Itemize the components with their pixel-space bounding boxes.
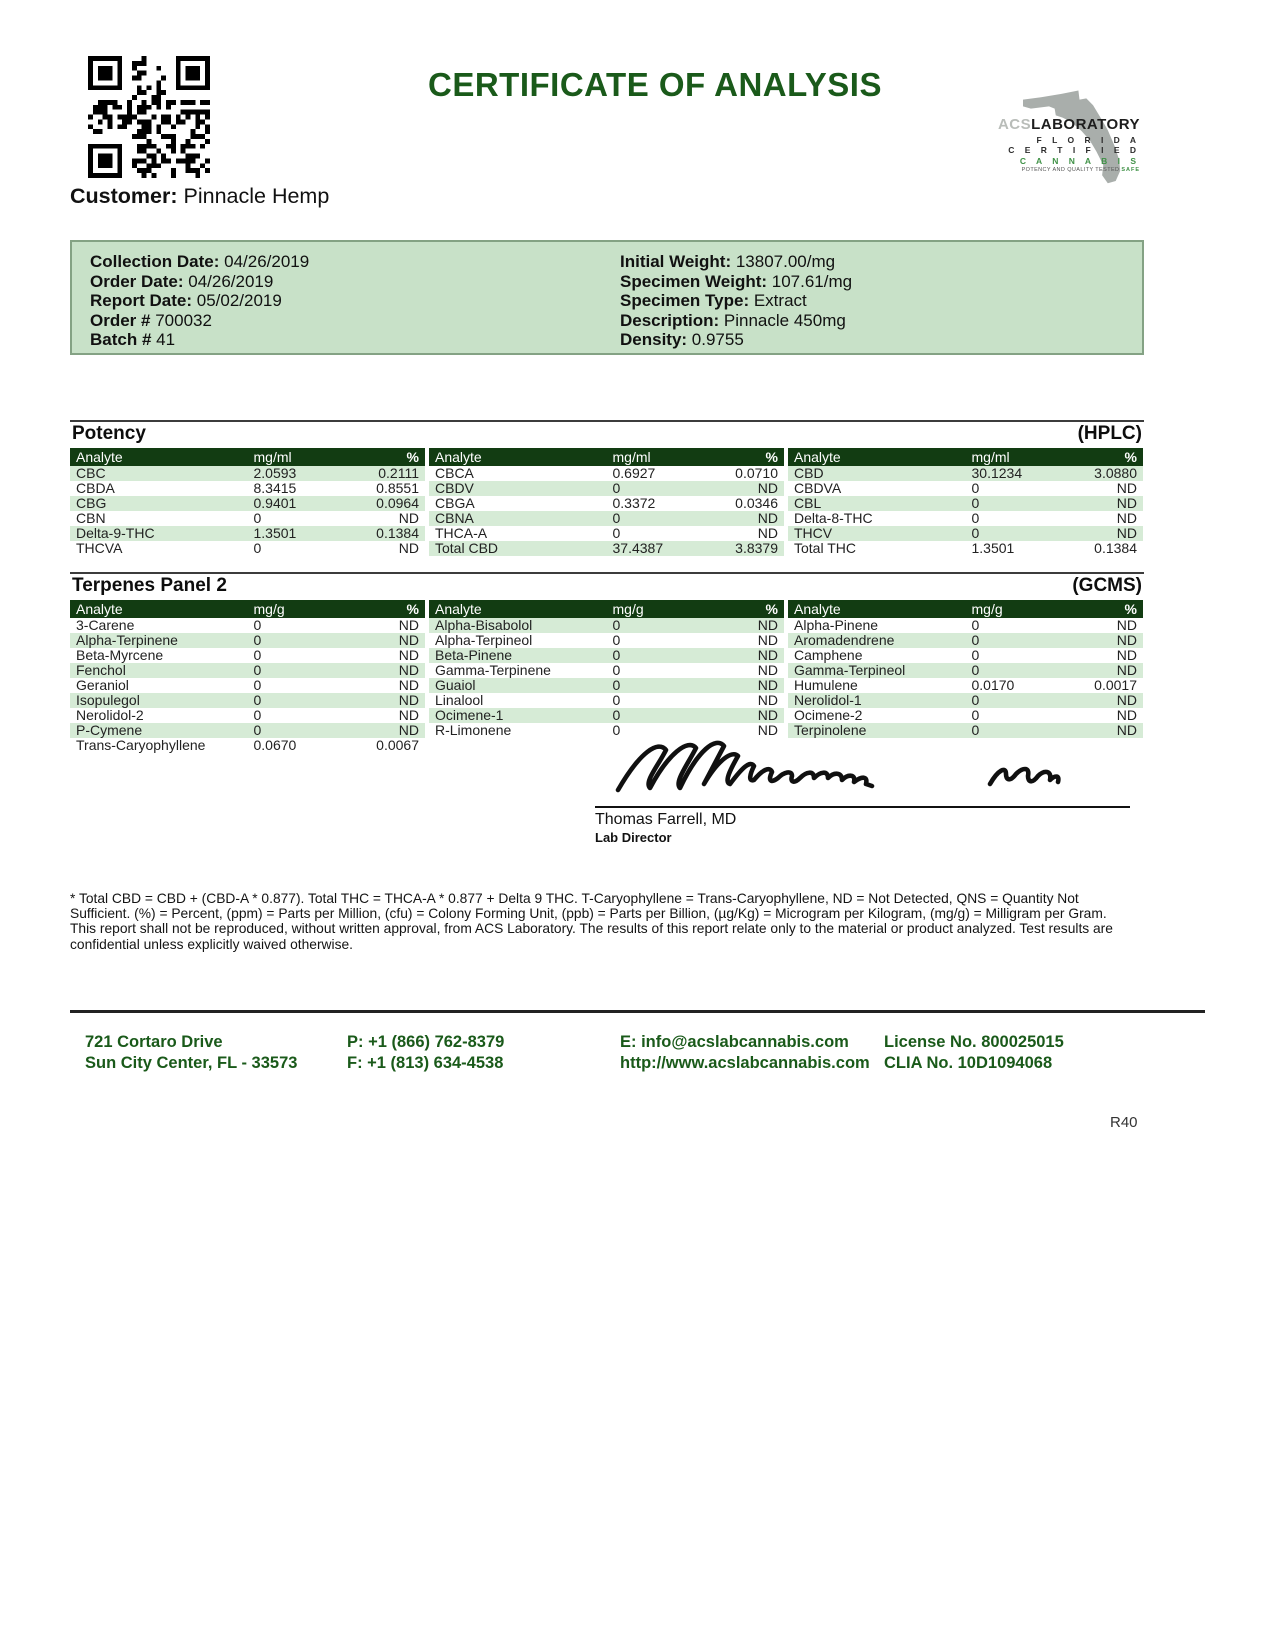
analyte-cell: Trans-Caryophyllene	[76, 738, 206, 753]
table-row	[788, 496, 1143, 511]
table-row	[788, 541, 1143, 556]
percent-cell: ND	[398, 618, 419, 633]
analyte-cell: Humulene	[794, 678, 858, 693]
percent-cell: ND	[398, 511, 419, 526]
table-row	[429, 663, 784, 678]
amount-cell: 0	[612, 511, 621, 526]
percent-cell: 0.0710	[735, 466, 778, 481]
table-row	[70, 663, 425, 678]
info-line: Report Date: 05/02/2019	[90, 291, 282, 311]
table-row	[70, 541, 425, 556]
amount-cell: 0	[612, 723, 621, 738]
analyte-cell: CBG	[76, 496, 107, 511]
table-row	[788, 526, 1143, 541]
footer-line: CLIA No. 10D1094068	[884, 1054, 1053, 1072]
amount-cell: 0	[612, 618, 621, 633]
amount-cell: 0	[612, 678, 621, 693]
amount-cell: 0	[971, 481, 980, 496]
footer-line: Sun City Center, FL - 33573	[85, 1054, 298, 1072]
analyte-cell: CBL	[794, 496, 822, 511]
table-row	[429, 466, 784, 481]
table-row	[788, 663, 1143, 678]
analyte-cell: Linalool	[435, 693, 484, 708]
column-header: mg/ml	[248, 448, 347, 466]
column-header: mg/g	[966, 600, 1065, 618]
info-line: Specimen Type: Extract	[620, 291, 807, 311]
table-row	[788, 618, 1143, 633]
sample-info-box	[70, 240, 1144, 355]
percent-cell: ND	[398, 678, 419, 693]
analyte-table	[788, 600, 1143, 738]
footer-line: http://www.acslabcannabis.com	[620, 1054, 870, 1072]
column-header: Analyte	[788, 448, 966, 466]
percent-cell: ND	[757, 511, 778, 526]
amount-cell: 30.1234	[971, 466, 1023, 481]
table-header-row	[70, 600, 425, 618]
analyte-cell: Alpha-Pinene	[794, 618, 879, 633]
info-line: Initial Weight: 13807.00/mg	[620, 252, 836, 271]
footer-line: License No. 800025015	[884, 1033, 1064, 1051]
column-header: mg/g	[248, 600, 347, 618]
amount-cell: 0	[971, 633, 980, 648]
percent-cell: 0.0964	[376, 496, 419, 511]
analyte-cell: Total CBD	[435, 541, 499, 556]
analyte-table	[70, 600, 425, 753]
amount-cell: 0	[253, 618, 262, 633]
table-row	[788, 693, 1143, 708]
column-header: Analyte	[788, 600, 966, 618]
logo-florida-line: F L O R I D A	[1036, 134, 1140, 145]
percent-cell: 0.1384	[376, 526, 419, 541]
analyte-cell: Beta-Pinene	[435, 648, 513, 663]
table-header-row	[70, 448, 425, 466]
signatory-role: Lab Director	[595, 830, 672, 845]
analyte-cell: CBGA	[435, 496, 475, 511]
analyte-cell: CBDVA	[794, 481, 842, 496]
amount-cell: 0	[971, 526, 980, 541]
analyte-cell: Geraniol	[76, 678, 129, 693]
percent-cell: 3.8379	[735, 541, 778, 556]
percent-cell: ND	[1116, 496, 1137, 511]
percent-cell: ND	[398, 633, 419, 648]
table-row	[788, 648, 1143, 663]
amount-cell: 0	[971, 648, 980, 663]
customer-name: Pinnacle Hemp	[183, 184, 330, 208]
analyte-cell: Delta-9-THC	[76, 526, 155, 541]
table-row	[429, 541, 784, 556]
table-row	[70, 496, 425, 511]
column-header: mg/ml	[966, 448, 1065, 466]
amount-cell: 0	[253, 541, 262, 556]
amount-cell: 37.4387	[612, 541, 664, 556]
percent-cell: ND	[757, 481, 778, 496]
percent-cell: ND	[757, 723, 778, 738]
footer-line: E: info@acslabcannabis.com	[620, 1033, 849, 1051]
table-row	[788, 481, 1143, 496]
percent-cell: ND	[398, 693, 419, 708]
amount-cell: 0	[971, 511, 980, 526]
percent-cell: 0.8551	[376, 481, 419, 496]
table-row	[70, 633, 425, 648]
amount-cell: 0	[253, 678, 262, 693]
analyte-cell: Guaiol	[435, 678, 476, 693]
amount-cell: 1.3501	[971, 541, 1015, 556]
logo-text	[998, 116, 1140, 174]
page-reference: R40	[1110, 1114, 1138, 1131]
table-row	[70, 723, 425, 738]
analyte-cell: CBDV	[435, 481, 474, 496]
analyte-cell: CBDA	[76, 481, 115, 496]
percent-cell: ND	[757, 663, 778, 678]
column-header: Analyte	[429, 600, 607, 618]
amount-cell: 0	[971, 663, 980, 678]
table-row	[70, 648, 425, 663]
amount-cell: 0	[971, 618, 980, 633]
table-row	[429, 633, 784, 648]
amount-cell: 0.0170	[971, 678, 1015, 693]
analyte-cell: Nerolidol-1	[794, 693, 862, 708]
footnote-disclaimer: This report shall not be reproduced, without written approval, from ACS Laboratory. The results of this report relate only to the material or product analyzed. Test results are confidential unless explicitly waived otherwise.	[70, 921, 1113, 952]
info-line: Collection Date: 04/26/2019	[90, 252, 310, 271]
column-header: Analyte	[70, 600, 248, 618]
amount-cell: 1.3501	[253, 526, 297, 541]
percent-cell: ND	[757, 618, 778, 633]
amount-cell: 0.3372	[612, 496, 656, 511]
column-header: Analyte	[429, 448, 607, 466]
analyte-cell: R-Limonene	[435, 723, 512, 738]
table-row	[70, 466, 425, 481]
terpenes-section-header	[70, 572, 1144, 597]
percent-cell: ND	[1116, 618, 1137, 633]
analyte-table	[429, 600, 784, 738]
percent-cell: ND	[1116, 633, 1137, 648]
percent-cell: ND	[757, 708, 778, 723]
table-row	[70, 511, 425, 526]
amount-cell: 0	[612, 693, 621, 708]
customer-line	[70, 184, 329, 209]
analyte-cell: Camphene	[794, 648, 863, 663]
percent-cell: 0.0067	[376, 738, 419, 753]
percent-cell: ND	[1116, 693, 1137, 708]
analyte-cell: Alpha-Bisabolol	[435, 618, 533, 633]
amount-cell: 0	[253, 648, 262, 663]
amount-cell: 0	[253, 511, 262, 526]
amount-cell: 0	[612, 481, 621, 496]
table-row	[70, 618, 425, 633]
info-line: Batch # 41	[90, 330, 176, 350]
footer-phones	[347, 1032, 504, 1074]
table-header-row	[429, 600, 784, 618]
percent-cell: ND	[1116, 663, 1137, 678]
info-line: Order Date: 04/26/2019	[90, 271, 274, 291]
logo-tagline: POTENCY AND QUALITY TESTED SAFE	[1021, 166, 1140, 173]
footer-line: P: +1 (866) 762-8379	[347, 1033, 505, 1051]
percent-cell: 0.1384	[1094, 541, 1137, 556]
analyte-cell: Terpinolene	[794, 723, 867, 738]
table-row	[788, 633, 1143, 648]
amount-cell: 2.0593	[253, 466, 297, 481]
table-row	[429, 511, 784, 526]
terpenes-method: (GCMS)	[1072, 575, 1142, 596]
footer-contact	[620, 1032, 870, 1074]
table-row	[429, 648, 784, 663]
analyte-cell: Fenchol	[76, 663, 126, 678]
amount-cell: 0	[253, 693, 262, 708]
info-left-column	[90, 252, 309, 350]
amount-cell: 0	[971, 496, 980, 511]
percent-cell: ND	[757, 678, 778, 693]
table-row	[429, 496, 784, 511]
analyte-cell: THCA-A	[435, 526, 488, 541]
analyte-cell: Beta-Myrcene	[76, 648, 164, 663]
analyte-cell: P-Cymene	[76, 723, 143, 738]
table-row	[429, 678, 784, 693]
footer-line: F: +1 (813) 634-4538	[347, 1054, 504, 1072]
column-header: %	[1065, 600, 1143, 618]
analyte-cell: Ocimene-2	[794, 708, 863, 723]
info-line: Density: 0.9755	[620, 330, 744, 350]
amount-cell: 0	[971, 723, 980, 738]
amount-cell: 0	[253, 633, 262, 648]
table-row	[70, 481, 425, 496]
column-header: %	[347, 448, 425, 466]
footer-license	[884, 1032, 1064, 1074]
analyte-cell: Delta-8-THC	[794, 511, 873, 526]
terpenes-title: Terpenes Panel 2	[72, 575, 227, 596]
amount-cell: 0	[612, 633, 621, 648]
percent-cell: ND	[757, 526, 778, 541]
analyte-cell: THCV	[794, 526, 833, 541]
percent-cell: ND	[1116, 481, 1137, 496]
percent-cell: ND	[1116, 648, 1137, 663]
analyte-table	[70, 448, 425, 556]
column-header: %	[1065, 448, 1143, 466]
analyte-cell: CBNA	[435, 511, 474, 526]
amount-cell: 0	[253, 663, 262, 678]
column-header: %	[706, 600, 784, 618]
customer-label: Customer:	[70, 184, 178, 208]
amount-cell: 8.3415	[253, 481, 297, 496]
amount-cell: 0.9401	[253, 496, 297, 511]
analyte-cell: Gamma-Terpinene	[435, 663, 551, 678]
column-header: %	[706, 448, 784, 466]
potency-title: Potency	[72, 423, 146, 444]
percent-cell: ND	[398, 648, 419, 663]
amount-cell: 0	[612, 648, 621, 663]
table-row	[788, 708, 1143, 723]
amount-cell: 0.6927	[612, 466, 656, 481]
potency-tables	[70, 448, 1144, 556]
amount-cell: 0	[253, 708, 262, 723]
acs-laboratory-logo	[997, 86, 1150, 190]
table-row	[788, 466, 1143, 481]
table-header-row	[788, 600, 1143, 618]
table-row	[429, 481, 784, 496]
footnote-definitions: * Total CBD = CBD + (CBD-A * 0.877). Total THC = THCA-A * 0.877 + Delta 9 THC. T-Caryophyllene = Trans-Caryophyllene, ND = Not Detected, QNS = Quantity Not Sufficient. (%) = Percent, (ppm) = Parts per Million, (cfu) = Colony Forming Unit, (ppb) = Parts per Billion, (µg/Kg) = Microgram per Kilogram, (mg/g) = Milligram per Gram.	[70, 891, 1107, 922]
percent-cell: ND	[1116, 708, 1137, 723]
signatory-name: Thomas Farrell, MD	[595, 811, 737, 828]
analyte-cell: CBD	[794, 466, 824, 481]
analyte-cell: Aromadendrene	[794, 633, 895, 648]
analyte-cell: Alpha-Terpineol	[435, 633, 533, 648]
column-header: mg/g	[607, 600, 706, 618]
table-header-row	[788, 448, 1143, 466]
info-right-column	[620, 252, 852, 350]
analyte-cell: Nerolidol-2	[76, 708, 144, 723]
amount-cell: 0	[253, 723, 262, 738]
percent-cell: ND	[757, 633, 778, 648]
amount-cell: 0	[612, 708, 621, 723]
signature-scribble	[600, 726, 1080, 806]
analyte-table	[788, 448, 1143, 556]
percent-cell: ND	[757, 693, 778, 708]
potency-section	[70, 420, 1144, 556]
percent-cell: ND	[398, 663, 419, 678]
percent-cell: ND	[1116, 511, 1137, 526]
amount-cell: 0	[971, 708, 980, 723]
table-row	[788, 511, 1143, 526]
signature-rule	[595, 806, 1130, 808]
logo-certified-line: C E R T I F I E D	[1008, 145, 1140, 156]
analyte-cell: Alpha-Terpinene	[76, 633, 178, 648]
footer-rule	[70, 1010, 1205, 1013]
percent-cell: ND	[1116, 723, 1137, 738]
analyte-cell: CBC	[76, 466, 106, 481]
analyte-cell: THCVA	[76, 541, 123, 556]
column-header: %	[347, 600, 425, 618]
table-row	[788, 678, 1143, 693]
footnotes	[70, 891, 1142, 952]
percent-cell: 0.0017	[1094, 678, 1137, 693]
table-row	[429, 693, 784, 708]
analyte-table	[429, 448, 784, 556]
table-row	[429, 618, 784, 633]
column-header: mg/ml	[607, 448, 706, 466]
table-row	[429, 708, 784, 723]
table-row	[70, 708, 425, 723]
potency-section-header	[70, 420, 1144, 445]
logo-wordmark: ACSLABORATORY	[997, 116, 1140, 133]
info-line: Description: Pinnacle 450mg	[620, 310, 846, 330]
table-header-row	[429, 448, 784, 466]
table-row	[70, 693, 425, 708]
footer-line: 721 Cortaro Drive	[85, 1033, 223, 1051]
qr-code-icon	[88, 56, 210, 178]
percent-cell: ND	[398, 541, 419, 556]
percent-cell: 0.0346	[735, 496, 778, 511]
percent-cell: ND	[757, 648, 778, 663]
analyte-cell: CBN	[76, 511, 106, 526]
logo-cannabis-line: C A N N A B I S	[1019, 156, 1140, 166]
percent-cell: ND	[1116, 526, 1137, 541]
table-row	[70, 678, 425, 693]
amount-cell: 0	[612, 526, 621, 541]
table-row	[70, 738, 425, 753]
percent-cell: 0.2111	[378, 466, 419, 481]
amount-cell: 0.0670	[253, 738, 297, 753]
info-line: Order # 700032	[90, 310, 212, 330]
page-title: CERTIFICATE OF ANALYSIS	[428, 66, 882, 103]
percent-cell: ND	[398, 708, 419, 723]
amount-cell: 0	[971, 693, 980, 708]
analyte-cell: CBCA	[435, 466, 474, 481]
footer-address	[85, 1032, 297, 1074]
analyte-cell: Gamma-Terpineol	[794, 663, 906, 678]
analyte-cell: Isopulegol	[76, 693, 140, 708]
table-row	[429, 526, 784, 541]
table-row	[70, 526, 425, 541]
info-line: Specimen Weight: 107.61/mg	[620, 271, 853, 291]
potency-method: (HPLC)	[1077, 423, 1142, 444]
analyte-cell: Ocimene-1	[435, 708, 504, 723]
percent-cell: ND	[398, 723, 419, 738]
amount-cell: 0	[612, 663, 621, 678]
column-header: Analyte	[70, 448, 248, 466]
analyte-cell: Total THC	[794, 541, 856, 556]
analyte-cell: 3-Carene	[76, 618, 135, 633]
percent-cell: 3.0880	[1094, 466, 1137, 481]
